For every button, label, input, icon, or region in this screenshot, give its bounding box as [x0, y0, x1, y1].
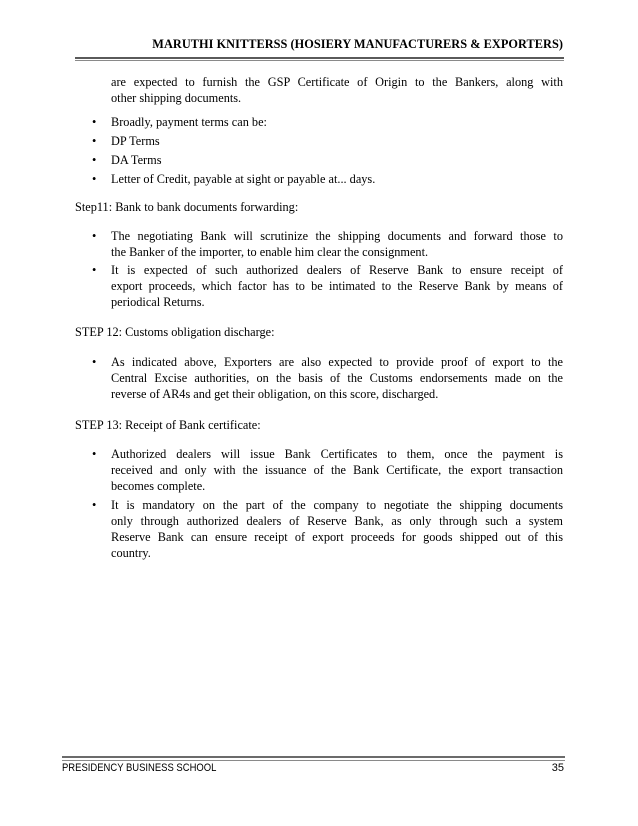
payment-bullet-item: Letter of Credit, payable at sight or payable at... days.: [111, 172, 376, 186]
paragraph-line: the Banker of the importer, to enable him clear the consignment.: [111, 245, 429, 259]
paragraph-line: As indicated above, Exporters are also expected to provide proof of export to the: [111, 355, 563, 369]
intro-paragraph: [111, 74, 563, 106]
step13-bullet-paragraph: [111, 446, 563, 494]
step11-bullet-paragraph: [111, 262, 563, 310]
bullet-icon: •: [92, 172, 97, 186]
bullet-icon: •: [92, 134, 97, 148]
bullet-icon: •: [92, 498, 97, 512]
intro-line: other shipping documents.: [111, 91, 242, 105]
footer-school-name: PRESIDENCY BUSINESS SCHOOL: [62, 762, 217, 774]
footer-rule-thin: [62, 760, 565, 761]
intro-line: are expected to furnish the GSP Certificate of Origin to the Bankers, along with: [111, 75, 563, 89]
payment-bullet-item: DA Terms: [111, 153, 162, 167]
step12-bullet-paragraph: [111, 354, 563, 402]
page-header-title: MARUTHI KNITTERSS (HOSIERY MANUFACTURERS & EXPORTERS): [152, 37, 563, 51]
paragraph-line: periodical Returns.: [111, 295, 205, 309]
paragraph-line: country.: [111, 546, 151, 560]
section-heading-step13: STEP 13: Receipt of Bank certificate:: [75, 418, 261, 432]
paragraph-line: Authorized dealers will issue Bank Certificates to them, once the payment is: [111, 447, 563, 461]
section-heading-step12: STEP 12: Customs obligation discharge:: [75, 325, 275, 339]
payment-bullet-item: DP Terms: [111, 134, 160, 148]
footer-page-number: 35: [551, 762, 564, 774]
section-heading-step11: Step11: Bank to bank documents forwarding:: [75, 200, 299, 214]
step13-bullet-paragraph: [111, 497, 563, 561]
header-rule-thin: [75, 60, 564, 61]
paragraph-line: reverse of AR4s and get their obligation, on this score, discharged.: [111, 387, 439, 401]
payment-bullet-item: Broadly, payment terms can be:: [111, 115, 267, 129]
paragraph-line: It is mandatory on the part of the company to negotiate the shipping documents: [111, 498, 563, 512]
bullet-icon: •: [92, 447, 97, 461]
paragraph-line: only through authorized dealers of Reserve Bank, as only through such a system: [111, 514, 563, 528]
bullet-icon: •: [92, 263, 97, 277]
header-rule: [75, 57, 564, 59]
paragraph-line: becomes complete.: [111, 479, 206, 493]
paragraph-line: Reserve Bank can ensure receipt of export proceeds for goods shipped out of this: [111, 530, 563, 544]
paragraph-line: Central Excise authorities, on the basis of the Customs endorsements made on the: [111, 371, 563, 385]
bullet-icon: •: [92, 229, 97, 243]
bullet-icon: •: [92, 355, 97, 369]
step11-bullet-paragraph: [111, 228, 563, 260]
footer-rule: [62, 756, 565, 758]
bullet-icon: •: [92, 153, 97, 167]
paragraph-line: The negotiating Bank will scrutinize the shipping documents and forward those to: [111, 229, 563, 243]
paragraph-line: received and only with the issuance of the Bank Certificate, the export transaction: [111, 463, 563, 477]
paragraph-line: It is expected of such authorized dealers of Reserve Bank to ensure receipt of: [111, 263, 563, 277]
paragraph-line: export proceeds, which factor has to be intimated to the Reserve Bank by means of: [111, 279, 563, 293]
bullet-icon: •: [92, 115, 97, 129]
